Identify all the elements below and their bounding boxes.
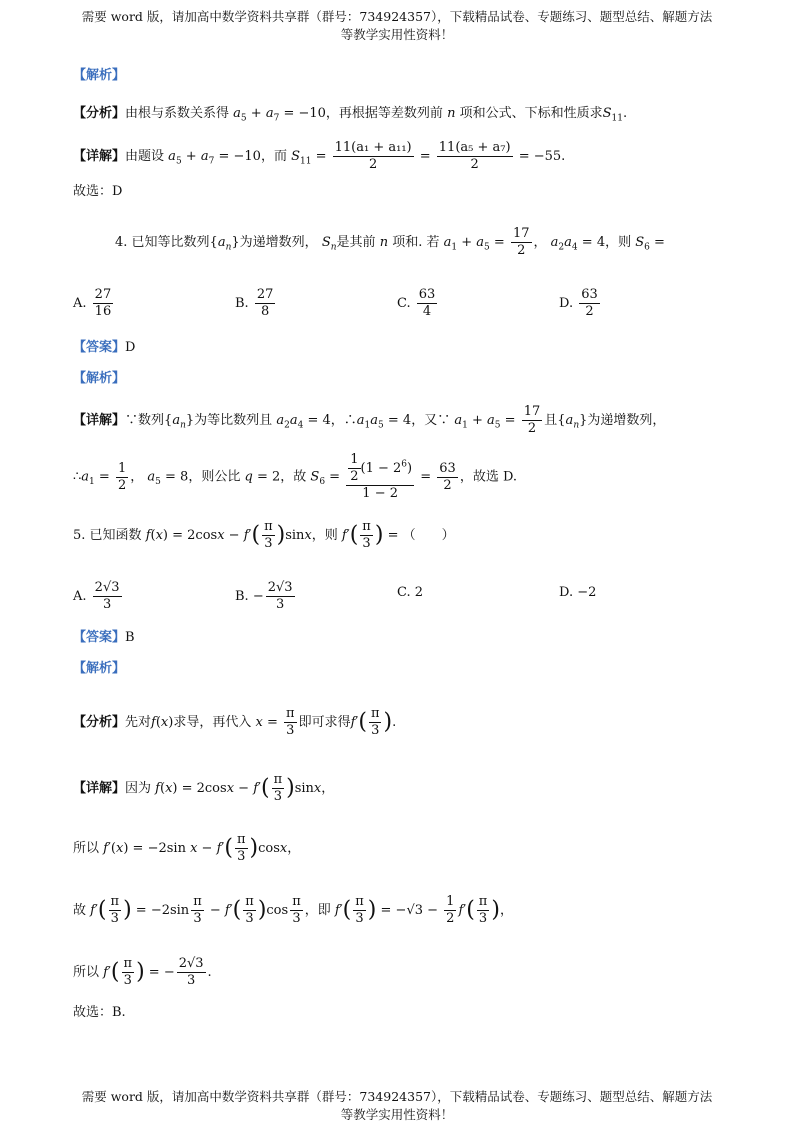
q5-option-c[interactable]: C. 2 xyxy=(397,585,424,600)
footer-line-1: 需要 word 版，请加高中数学资料共享群（群号：734924357），下载精品试卷、专题练习、题型总结、解题方法 xyxy=(81,1089,713,1104)
q3-frac-1: $\frac{\text{11(a₁ + a₁₁)}}{2}$ xyxy=(334,140,412,172)
header-line-1: 需要 word 版，请加高中数学资料共享群（群号：734924357），下载精品试卷、专题练习、题型总结、解题方法 xyxy=(81,9,713,24)
q4-xiangjie-2: $\therefore a_1$ = $\frac{1}{2}$ ， $a_5 = 8$，则公比 q = 2，故 $S_6$ = $\frac{1}{2}$ $(1 - 2^6)$ 1 − 2 = $\frac{63}{2}$ ，故选 D. xyxy=(73,452,518,501)
q4-stem: 4. 已知等比数列$\{a_n\}$为递增数列， $S_n$是其前 n 项和. 若 $a_1 + a_5$ = $\frac{17}{2}$ ， $a_2a_4 = 4$，则 $S_6$ = xyxy=(115,226,665,258)
q5-result: 所以 f′( $\frac{\pi}{3}$ ) = − $\frac{2√3}{3}$ . xyxy=(73,956,212,988)
q3-fenxi: 【分析】由根与系数关系得 $a_5 + a_7 = -10$，再根据等差数列前 n 项和公式、下标和性质求$S_{11}$. xyxy=(73,106,628,124)
q3-xiangjie: 【详解】由题设 $a_5 + a_7 = -10$，而 $S_{11}$ = $\frac{\text{11(a₁ + a₁₁)}}{2}$ = $\frac{\text{11(a₅ + a₇)}}{2}$ = −55. xyxy=(73,140,566,172)
q5-option-a[interactable]: A. $\frac{2√3}{3}$ xyxy=(73,580,120,612)
q5-fenxi: 【分析】先对f(x)求导，再代入 x = $\frac{\pi}{3}$ 即可求得f′( $\frac{\pi}{3}$ ). xyxy=(73,706,397,738)
q5-substitution: 故 f′( $\frac{\pi}{3}$ ) = −2sin $\frac{\pi}{3}$ − f′( $\frac{\pi}{3}$ )cos $\frac{\pi}{3}$ ，即 f′( $\frac{\pi}{3}$ ) = −√3 − $\frac{1}{2}$ f′( $\frac{\pi}{3}$ )， xyxy=(73,894,513,926)
q4-jiexi-label: 【解析】 xyxy=(73,371,126,386)
header-line-2: 等教学实用性资料！ xyxy=(340,27,454,42)
q5-answer-choice: 故选：B. xyxy=(73,1005,126,1020)
q5-option-d[interactable]: D. −2 xyxy=(559,585,597,600)
q5-stem: 5. 已知函数 f(x) = 2cosx − f′( $\frac{\pi}{3}$ )sinx，则 f′( $\frac{\pi}{3}$ ) = （ ） xyxy=(73,519,455,551)
q3-answer-choice: 故选：D xyxy=(73,184,123,199)
q5-xiangjie: 【详解】因为 f(x) = 2cosx − f′( $\frac{\pi}{3}$ )sinx， xyxy=(73,772,335,804)
q4-option-a[interactable]: A. $\frac{27}{16}$ xyxy=(73,287,112,319)
q4-option-d[interactable]: D. $\frac{63}{2}$ xyxy=(559,287,598,319)
page-footer xyxy=(0,1088,794,1124)
q4-option-c[interactable]: C. $\frac{63}{4}$ xyxy=(397,287,436,319)
q3-frac-2: $\frac{\text{11(a₅ + a₇)}}{2}$ xyxy=(438,140,511,172)
q5-option-b[interactable]: B. − $\frac{2√3}{3}$ xyxy=(235,580,293,612)
q3-jiexi-label: 【解析】 xyxy=(73,68,126,83)
q4-answer: 【答案】D xyxy=(73,340,136,355)
q5-jiexi-label: 【解析】 xyxy=(73,661,126,676)
q5-answer: 【答案】B xyxy=(73,630,135,645)
q5-derivative: 所以 f′(x) = −2sin x − f′( $\frac{\pi}{3}$ )cosx， xyxy=(73,832,301,864)
q4-option-b[interactable]: B. $\frac{27}{8}$ xyxy=(235,287,274,319)
q4-xiangjie-1: 【详解】∵数列$\{a_n\}$为等比数列且 $a_2a_4 = 4$，$\therefore a_1a_5 = 4$，又∵ $a_1 + a_5$ = $\frac{17}{2}$ 且$\{a_n\}$为递增数列， xyxy=(73,404,666,436)
footer-line-2: 等教学实用性资料！ xyxy=(340,1107,454,1122)
page-header xyxy=(0,8,794,44)
